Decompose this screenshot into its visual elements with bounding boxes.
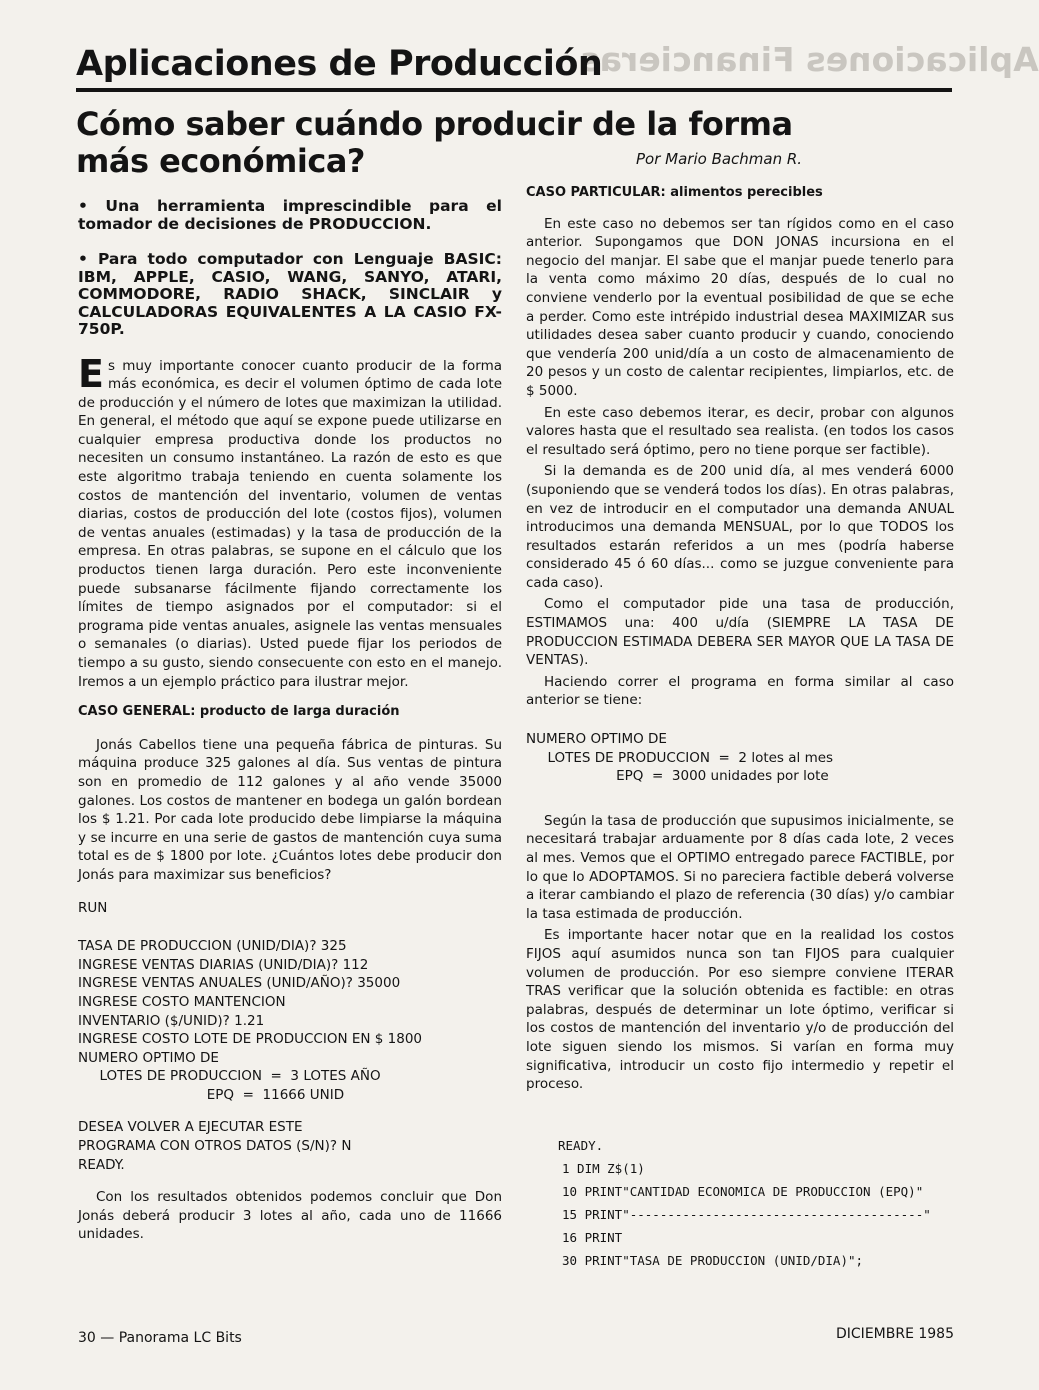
left-column: [78, 198, 502, 1247]
listing-line: 15 PRINT"---------------------------------------": [562, 1206, 931, 1222]
output-line: READY.: [78, 1156, 125, 1173]
output-line: INGRESE COSTO MANTENCION: [78, 993, 286, 1010]
page-folio: 30 — Panorama LC Bits: [78, 1330, 242, 1346]
article-title: Cómo saber cuándo producir de la forma más económica?: [76, 105, 793, 180]
output-line: INGRESE COSTO LOTE DE PRODUCCION EN $ 1800: [78, 1031, 423, 1048]
output-line: INGRESE VENTAS ANUALES (UNID/AÑO)? 35000: [78, 975, 401, 992]
case-general-heading: CASO GENERAL: producto de larga duración: [78, 704, 400, 720]
intro-text: s muy importante conocer cuanto producir de la forma más económica, es decir el volumen óptimo de cada lote de producción y el número de lotes que maximizan la utilidad. En general, el método que aquí se expone puede utilizarse en cualquier empresa productiva donde los productos no necesiten un consumo instantáneo. La razón de esto es que este algoritmo trabaja teniendo en cuenta solamente los costos de mantención del inventario, volumen de ventas diarias, costos de producción del lote (costos fijos), volumen de ventas anuales (estimadas) y la tasa de producción de la empresa. En otras palabras, se supone en el cálculo que los productos tienen larga duración. Pero este inconveniente puede subsanarse fácilmente fijando correctamente los límites de tiempo asignados por el computador: si el programa pide ventas anuales, asignele las ventas mensuales o semanales (o diarias). Usted puede fijar los periodos de tiempo a su gusto, siendo consecuente con esto en el manejo. Iremos a un ejemplo práctico para ilustrar mejor.: [78, 357, 502, 690]
listing-line: 30 PRINT"TASA DE PRODUCCION (UNID/DIA)";: [562, 1252, 864, 1268]
output-line: TASA DE PRODUCCION (UNID/DIA)? 325: [78, 938, 347, 955]
issue-date: DICIEMBRE 1985: [836, 1326, 954, 1342]
program-output: [78, 937, 502, 1104]
case-general-text: Jonás Cabellos tiene una pequeña fábrica de pinturas. Su máquina produce 325 galones al día. Sus ventas de pintura son en promedio de 112 galones y al año vende 35000 galones. Los costos de mantener en bodega un galón bordean los $ 1.21. Por cada lote producido debe limpiarse la máquina y se incurre en una serie de gastos de mantención cuya suma total es de $ 1800 por lote. ¿Cuántos lotes debe producir don Jonás para maximizar sus beneficios?: [78, 736, 502, 883]
listing-line: 16 PRINT: [562, 1229, 623, 1245]
run-command: RUN: [78, 899, 108, 916]
drop-cap: E: [78, 351, 104, 396]
bleed-through-header: Aplicaciones Financieras: [580, 40, 1039, 79]
listing-line: 1 DIM Z$(1): [562, 1160, 645, 1176]
output-line: INVENTARIO ($/UNID)? 1.21: [78, 1012, 265, 1029]
result-output: [526, 730, 954, 786]
header-rule: [76, 88, 952, 92]
listing-line: READY.: [558, 1137, 604, 1153]
conclusion-paragraph: Con los resultados obtenidos podemos concluir que Don Jonás deberá producir 3 lotes al año, cada uno de 11666 unidades.: [78, 1189, 502, 1243]
output-line: PROGRAMA CON OTROS DATOS (S/N)? N: [78, 1138, 352, 1155]
section-header: Aplicaciones de Producción: [76, 44, 603, 84]
output-line: NUMERO OPTIMO DE: [526, 731, 667, 748]
output-line: EPQ = 11666 UNID: [78, 1086, 345, 1103]
output-line: LOTES DE PRODUCCION = 3 LOTES AÑO: [78, 1068, 381, 1085]
right-column: [526, 184, 954, 1272]
case-particular-heading: CASO PARTICULAR: alimentos perecibles: [526, 185, 823, 200]
output-line: LOTES DE PRODUCCION = 2 lotes al mes: [526, 749, 834, 766]
output-line: INGRESE VENTAS DIARIAS (UNID/DIA)? 112: [78, 956, 369, 973]
program-listing: [526, 1134, 954, 1272]
output-line: EPQ = 3000 unidades por lote: [526, 768, 829, 785]
output-line: DESEA VOLVER A EJECUTAR ESTE: [78, 1119, 303, 1136]
paragraph: En este caso no debemos ser tan rígidos como en el caso anterior. Supongamos que DON JONAS incursiona en el negocio del manjar. El sabe que el manjar puede tenerlo para la venta como máximo 20 días, después de lo cual no conviene venderlo por la eventual posibilidad de que se eche a perder. Como este intrépido industrial desea MAXIMIZAR sus utilidades desea saber cuanto producir y cuando, conociendo que vendería 200 unid/día a un costo de almacenamiento de 20 pesos y un costo de calentar recipientes, limpiarlos, etc. de $ 5000.: [526, 215, 954, 399]
paragraph: Haciendo correr el programa en forma similar al caso anterior se tiene:: [526, 673, 954, 709]
paragraph: Como el computador pide una tasa de producción, ESTIMAMOS una: 400 u/día (SIEMPRE LA TASA DE PRODUCCION ESTIMADA DEBERA SER MAYOR QUE LA TASA DE VENTAS).: [526, 596, 954, 669]
bullet-point: • Una herramienta imprescindible para el tomador de decisiones de PRODUCCION.: [78, 197, 502, 233]
bullet-point: • Para todo computador con Lenguaje BASIC: IBM, APPLE, CASIO, WANG, SANYO, ATARI, COMMODORE, RADIO SHACK, SINCLAIR y CALCULADORAS EQUIVALENTES A LA CASIO FX-750P.: [78, 250, 502, 338]
paragraph: Si la demanda es de 200 unid día, al mes venderá 6000 (suponiendo que se venderá todos los días). En otras palabras, en vez de introducir en el computador una demanda ANUAL introducimos una demanda MENSUAL, por lo que TODOS los resultados estarán referidos a un mes (podría haberse considerado 45 ó 60 días... como se juzgue conveniente para cada caso).: [526, 463, 954, 591]
paragraph: Según la tasa de producción que supusimos inicialmente, se necesitará trabajar arduamente por 8 días cada lote, 2 veces al mes. Vemos que el OPTIMO entregado parece FACTIBLE, por lo que lo ADOPTAMOS. Si no pareciera factible deberá volverse a iterar cambiando el plazo de referencia (30 días) y/o cambiar la tasa estimada de producción.: [526, 812, 954, 922]
output-line: NUMERO OPTIMO DE: [78, 1049, 219, 1066]
intro-paragraph: [78, 351, 502, 692]
listing-line: 10 PRINT"CANTIDAD ECONOMICA DE PRODUCCION (EPQ)": [562, 1183, 924, 1199]
byline: Por Mario Bachman R.: [636, 150, 803, 168]
paragraph: Es importante hacer notar que en la realidad los costos FIJOS aquí asumidos nunca son tan FIJOS para cualquier volumen de producción. Por eso siempre conviene ITERAR TRAS verificar que la solución obtenida es factible: en otras palabras, después de determinar un lote óptimo, verificar si los costos de mantención del inventario y/o de producción del lote siguen siendo los mismos. Si varían en forma muy significativa, introducir un costo fijo intermedio y repetir el proceso.: [526, 927, 954, 1093]
rerun-question: [78, 1118, 502, 1174]
paragraph: En este caso debemos iterar, es decir, probar con algunos valores hasta que el resultado sea realista. (en todos los casos el resultado será óptimo, pero no tiene porque ser factible).: [526, 404, 954, 458]
